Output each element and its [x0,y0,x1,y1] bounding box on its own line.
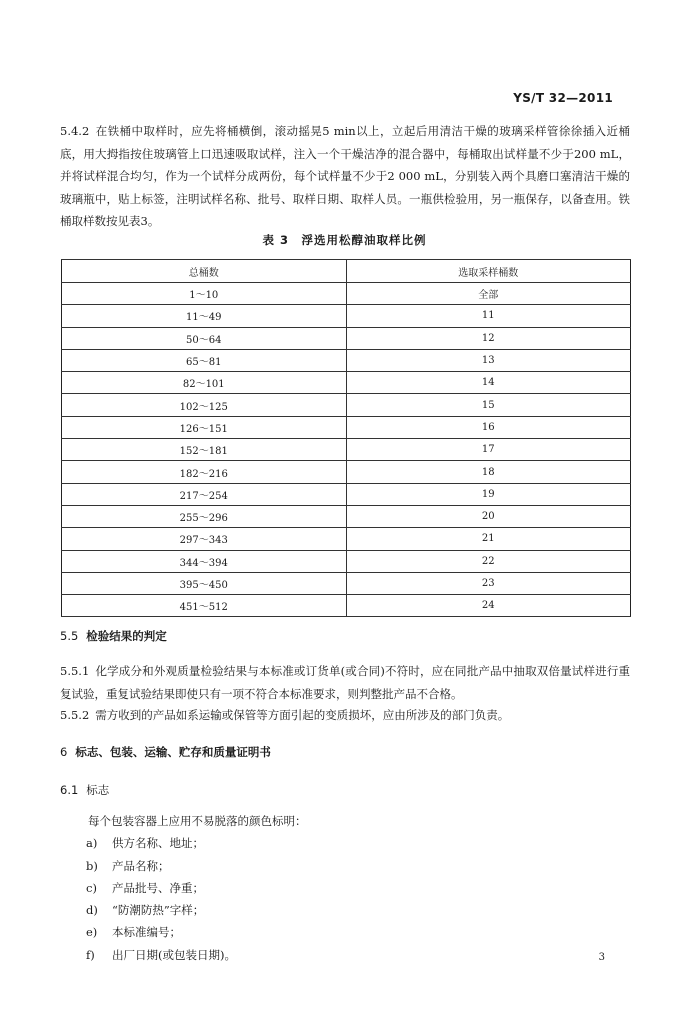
table-row [62,572,631,594]
clause-6-1-heading [60,782,109,798]
table-row [62,439,631,461]
table-row [62,595,631,617]
sampling-ratio-table [61,259,631,617]
clause-text: 需方收到的产品如系运输或保管等方面引起的变质损坏，应由所涉及的部门负责。 [95,708,510,722]
cell-total-drums: 451～512 [62,595,347,617]
list-text: 产品批号、净重； [112,880,204,895]
list-text: 供方名称、地址； [112,836,204,851]
cell-sampled-drums: 18 [346,461,631,483]
standard-code: YS/T 32—2011 [513,91,613,105]
list-marker: e) [86,925,98,940]
cell-sampled-drums: 23 [346,572,631,594]
cell-total-drums: 152～181 [62,439,347,461]
clause-5-5-heading [60,628,167,644]
clause-number: 5.4.2 [60,124,90,138]
page-number: 3 [598,952,605,963]
cell-sampled-drums: 21 [346,528,631,550]
clause-number: 5.5 [60,629,79,643]
cell-sampled-drums: 17 [346,439,631,461]
cell-sampled-drums: 12 [346,327,631,349]
list-marker: d) [86,903,98,918]
list-marker: a) [86,836,98,851]
clause-5-5-1 [60,660,630,705]
cell-total-drums: 1～10 [62,283,347,305]
cell-sampled-drums: 20 [346,505,631,527]
list-marker: b) [86,858,98,873]
table-row [62,528,631,550]
cell-total-drums: 82～101 [62,372,347,394]
column-header-sampled-drums: 选取采样桶数 [346,260,631,283]
list-item [86,921,307,943]
cell-sampled-drums: 22 [346,550,631,572]
list-text: 本标准编号； [112,925,181,940]
list-text: “防潮防热”字样； [112,903,205,918]
chapter-title: 标志、包装、运输、贮存和质量证明书 [75,745,271,759]
cell-total-drums: 255～296 [62,505,347,527]
table-row [62,394,631,416]
cell-sampled-drums: 15 [346,394,631,416]
table-row [62,305,631,327]
cell-total-drums: 126～151 [62,416,347,438]
column-header-total-drums: 总桶数 [62,260,347,283]
clause-number: 5.5.1 [60,664,90,678]
clause-5-5-2 [60,704,630,727]
cell-sampled-drums: 13 [346,349,631,371]
table-row [62,483,631,505]
list-text: 出厂日期(或包装日期)。 [112,947,236,962]
cell-sampled-drums: 全部 [346,283,631,305]
clause-text: 化学成分和外观质量检验结果与本标准或订货单(或合同)不符时，应在同批产品中抽取双倍量试样进行重复试验，重复试验结果即使只有一项不符合本标准要求，则判整批产品不合格。 [60,664,630,701]
table-row [62,372,631,394]
cell-total-drums: 297～343 [62,528,347,550]
clause-text: 在铁桶中取样时，应先将桶横倒，滚动摇晃5 min以上，立起后用清洁干燥的玻璃采样管徐徐插入近桶底，用大拇指按住玻璃管上口迅速吸取试样，注入一个干燥洁净的混合器中，每桶取出试样量不少于200 mL，并将试样混合均匀，作为一个试样分成两份，每个试样量不少于2 000 mL，分别装入两个具磨口塞清洁干燥的玻璃瓶中，贴上标签，注明试样名称、批号、取样日期、取样人员。一瓶供检验用，另一瓶保存，以备查用。铁桶取样数按见表3。 [60,124,630,228]
list-item [86,877,307,899]
cell-sampled-drums: 24 [346,595,631,617]
cell-total-drums: 11～49 [62,305,347,327]
list-item [86,944,307,966]
chapter-number: 6 [60,745,68,759]
table-row [62,550,631,572]
list-item [86,855,307,877]
cell-sampled-drums: 14 [346,372,631,394]
table-row [62,349,631,371]
table-title: 表 3 浮选用松醇油取样比例 [262,233,427,247]
table-row [62,505,631,527]
list-marker: c) [86,880,97,895]
table-row [62,283,631,305]
clause-title: 标志 [86,783,110,797]
table-header-row [62,260,631,283]
clause-title: 检验结果的判定 [86,629,167,643]
list-item [86,899,307,921]
clause-number: 5.5.2 [60,708,90,722]
clause-5-4-2 [60,120,630,233]
clause-number: 6.1 [60,783,79,797]
table-row [62,327,631,349]
cell-sampled-drums: 16 [346,416,631,438]
cell-total-drums: 395～450 [62,572,347,594]
table-row [62,416,631,438]
cell-sampled-drums: 11 [346,305,631,327]
cell-total-drums: 344～394 [62,550,347,572]
marking-intro: 每个包装容器上应用不易脱落的颜色标明： [88,814,307,828]
list-item [86,832,307,854]
cell-total-drums: 102～125 [62,394,347,416]
list-text: 产品名称； [112,858,170,873]
cell-total-drums: 217～254 [62,483,347,505]
table-row [62,461,631,483]
cell-total-drums: 65～81 [62,349,347,371]
marking-list [86,810,307,966]
cell-total-drums: 50～64 [62,327,347,349]
cell-total-drums: 182～216 [62,461,347,483]
cell-sampled-drums: 19 [346,483,631,505]
list-marker: f) [86,947,95,962]
chapter-6-heading [60,744,271,760]
